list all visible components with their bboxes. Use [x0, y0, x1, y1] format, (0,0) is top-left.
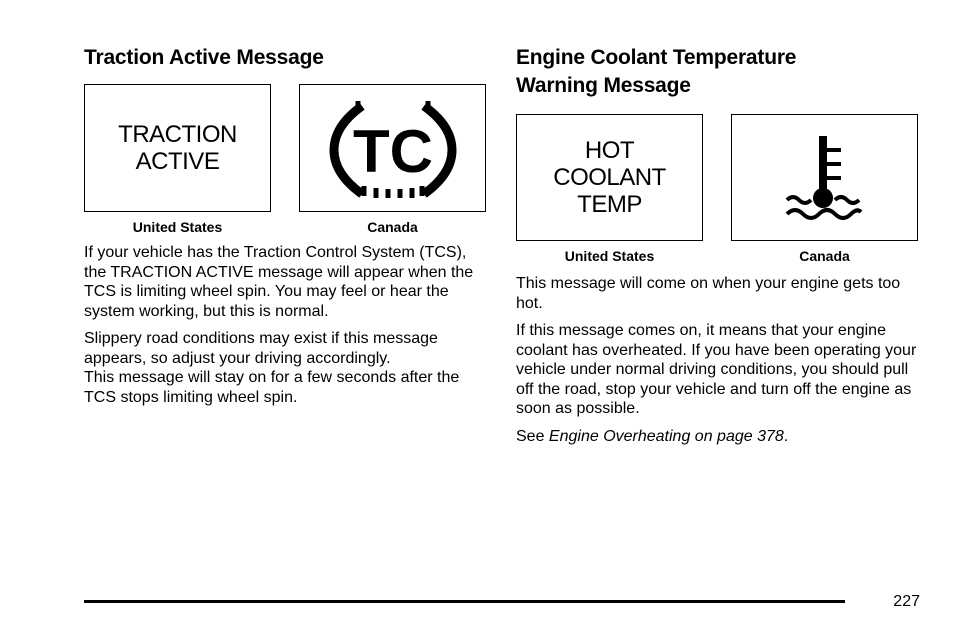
coolant-section — [516, 44, 920, 454]
traction-body — [84, 243, 484, 407]
coolant-caption-us: United States — [564, 248, 655, 264]
traction-section — [84, 44, 484, 407]
traction-figures — [84, 84, 484, 234]
coolant-temperature-icon — [775, 128, 875, 228]
coolant-figures — [516, 114, 920, 264]
traction-canada-display — [299, 84, 486, 212]
coolant-see-link[interactable]: Engine Overheating on page 378 — [548, 427, 784, 445]
traction-caption-canada: Canada — [367, 219, 418, 235]
traction-canada-symbol: TC — [352, 118, 433, 185]
traction-heading: Traction Active Message — [84, 46, 324, 69]
traction-us-line1: TRACTION — [118, 121, 237, 148]
coolant-heading-line1: Engine Coolant Temperature — [516, 46, 797, 69]
coolant-para2: If this message comes on, it means that your engine coolant has overheated. If you have been operating your vehicle under normal driving conditions, you should pull off the road, stop your vehicle and turn off the engine as soon as possible. — [516, 322, 917, 417]
coolant-us-line3: TEMP — [577, 191, 642, 218]
traction-us-line2: ACTIVE — [135, 148, 220, 175]
coolant-caption-canada: Canada — [799, 248, 850, 264]
footer-rule — [84, 600, 845, 603]
coolant-see-ref — [516, 427, 920, 447]
traction-control-icon — [328, 98, 458, 198]
traction-us-display — [84, 84, 271, 212]
page-number: 227 — [893, 593, 920, 610]
traction-para2 — [84, 329, 484, 407]
traction-para2a: Slippery road conditions may exist if this message appears, so adjust your driving accordingly. — [84, 330, 438, 367]
coolant-para1: This message will come on when your engine gets too hot. — [516, 275, 901, 312]
coolant-canada-display — [731, 114, 918, 241]
traction-para2b: This message will stay on for a few seconds after the TCS stops limiting wheel spin. — [84, 369, 460, 406]
coolant-see-suffix: . — [783, 427, 789, 445]
traction-caption-us: United States — [132, 219, 223, 235]
coolant-heading — [516, 44, 920, 100]
traction-para1: If your vehicle has the Traction Control System (TCS), the TRACTION ACTIVE message will appear when the TCS is limiting wheel spin. You may feel or hear the system working, but this is normal. — [84, 244, 474, 320]
coolant-body — [516, 274, 920, 446]
coolant-us-display — [516, 114, 703, 241]
coolant-us-line1: HOT — [584, 137, 635, 164]
coolant-see-prefix: See — [516, 427, 549, 445]
coolant-us-line2: COOLANT — [553, 164, 666, 191]
coolant-heading-line2: Warning Message — [516, 74, 691, 97]
